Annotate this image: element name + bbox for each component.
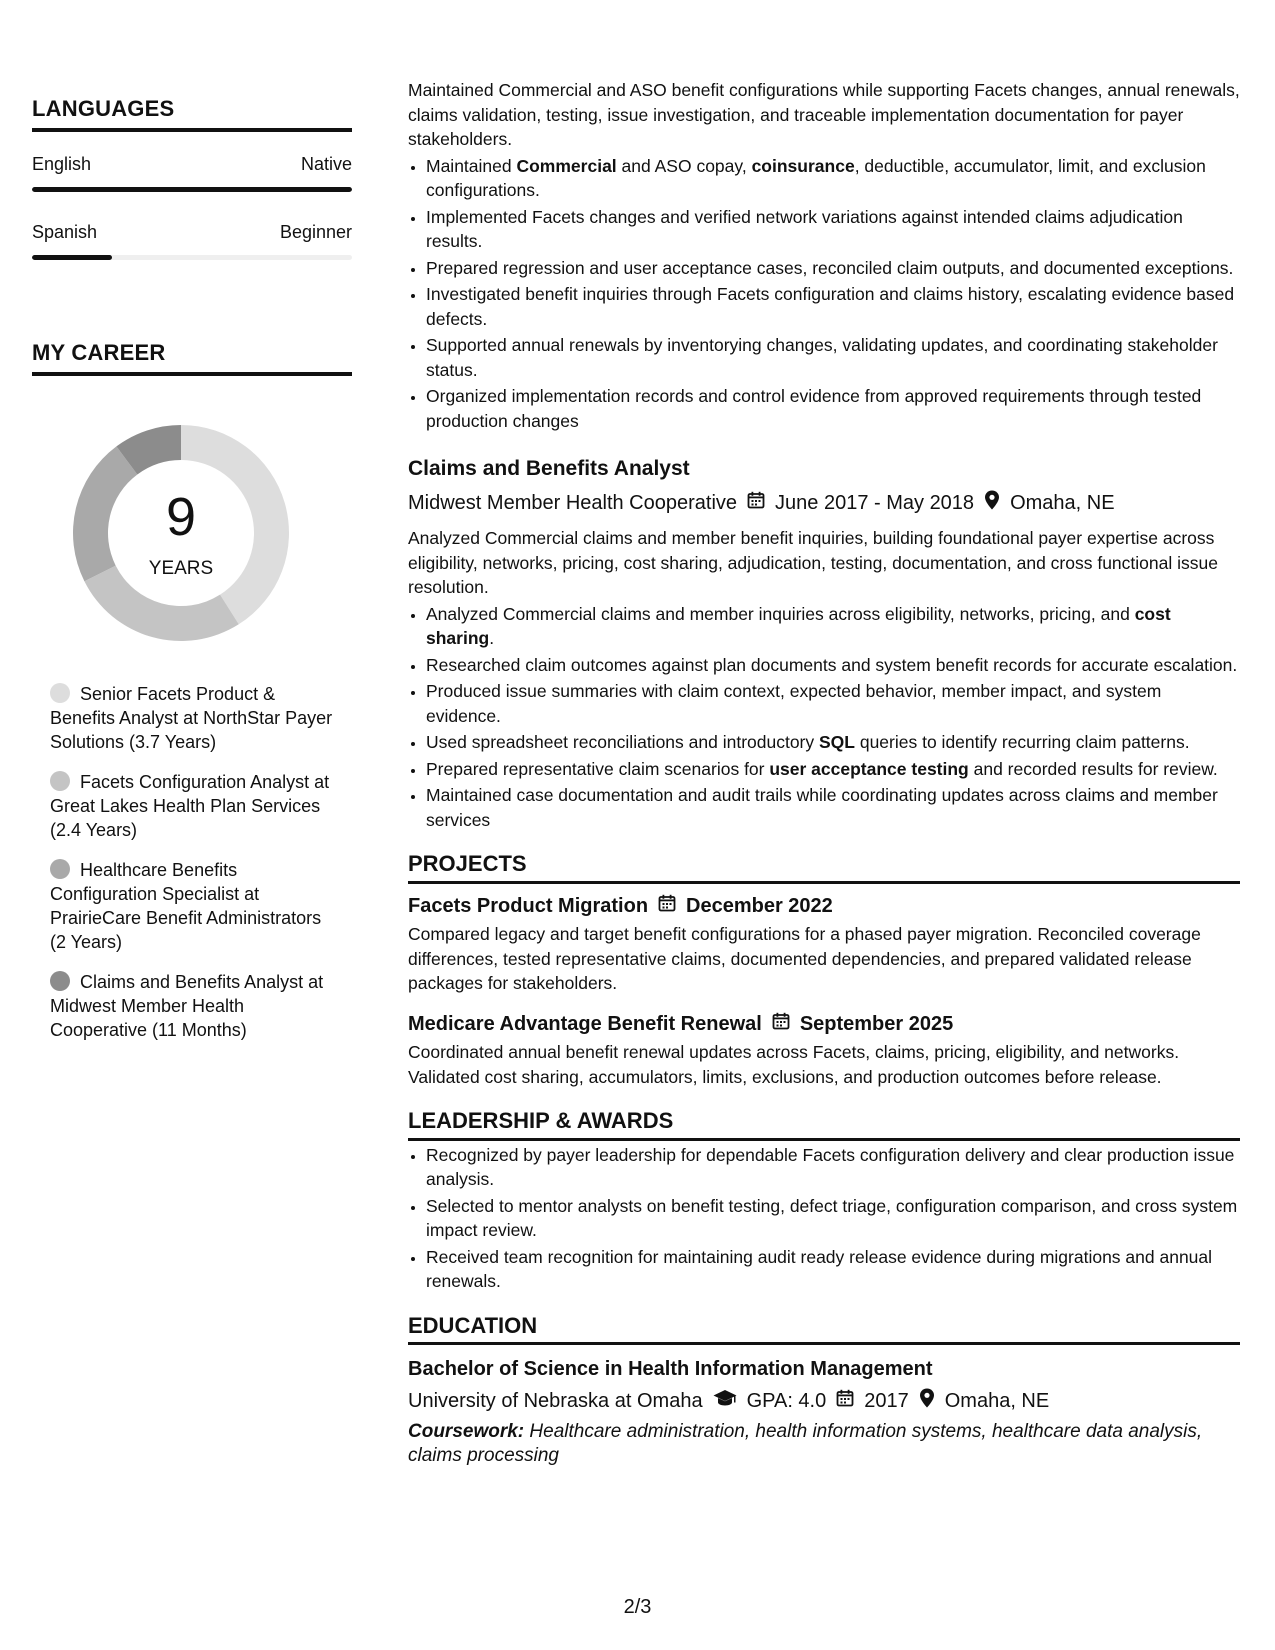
sidebar: [32, 96, 352, 1058]
leadership-list: [408, 1143, 1240, 1294]
coursework: [408, 1420, 1240, 1468]
location-pin-icon: [984, 490, 1000, 517]
calendar-icon: [658, 894, 676, 919]
language-proficiency-bar: [32, 187, 352, 192]
job-title: Claims and Benefits Analyst: [408, 457, 690, 480]
project-date: September 2025: [799, 1012, 954, 1035]
language-name: English: [32, 154, 92, 174]
gpa: GPA: 4.0: [746, 1389, 827, 1412]
job-bullets: [408, 602, 1240, 833]
language-proficiency-fill: [32, 255, 112, 260]
project-title: Medicare Advantage Benefit Renewal: [408, 1012, 762, 1035]
job-dates: June 2017 - May 2018: [775, 491, 975, 514]
projects-heading: PROJECTS: [408, 852, 1240, 884]
calendar-icon: [747, 491, 765, 516]
coursework-label: Coursework:: [408, 1421, 525, 1442]
job-bullet: • Analyzed Commercial claims and member inquiries across eligibility, networks, pricing, and cost sharing.: [426, 602, 1240, 651]
project-description: Compared legacy and target benefit configurations for a phased payer migration. Reconciled coverage differences, tested representative claims, documented dependencies, and prepared validated release packages for stakeholders.: [408, 924, 1201, 993]
career-legend-item: [50, 770, 340, 842]
graduation-cap-icon: [713, 1389, 737, 1414]
degree-title: Bachelor of Science in Health Information Management: [408, 1358, 933, 1380]
job-bullet: • Prepared representative claim scenarios for user acceptance testing and recorded results for review.: [426, 757, 1240, 782]
legend-dot: [50, 771, 70, 791]
language-level: Beginner: [279, 222, 352, 242]
job-meta: [408, 490, 1240, 517]
job-bullet: • Investigated benefit inquiries through Facets configuration and claims history, escalating evidence based defects.: [426, 282, 1240, 331]
page-number: 2/3: [623, 1596, 652, 1618]
leadership-item: • Received team recognition for maintaining audit ready release evidence during migrations and annual renewals.: [426, 1245, 1240, 1294]
career-legend: [32, 682, 352, 1042]
language-level: Native: [300, 154, 352, 174]
career-total-unit: YEARS: [148, 558, 214, 579]
career-donut-chart: [66, 418, 296, 648]
language-proficiency-bar: [32, 255, 352, 260]
leadership-item: • Selected to mentor analysts on benefit testing, defect triage, configuration comparison, and cross system impact review.: [426, 1194, 1240, 1243]
leadership-item: • Recognized by payer leadership for dependable Facets configuration delivery and clear production issue analysis.: [426, 1143, 1240, 1192]
career-legend-label: Facets Configuration Analyst at Great Lakes Health Plan Services (2.4 Years): [50, 772, 330, 840]
project-item: [408, 1012, 1240, 1090]
language-name: Spanish: [32, 222, 98, 242]
job-company: Midwest Member Health Cooperative: [408, 491, 738, 514]
career-heading: MY CAREER: [32, 340, 352, 376]
job-bullets: [408, 154, 1240, 434]
job-bullet: • Researched claim outcomes against plan documents and system benefit records for accurate escalation.: [426, 653, 1240, 678]
school-name: University of Nebraska at Omaha: [408, 1389, 703, 1412]
legend-dot: [50, 683, 70, 703]
language-proficiency-fill: [32, 187, 352, 192]
languages-heading: LANGUAGES: [32, 96, 352, 132]
language-item: [32, 222, 352, 260]
legend-dot: [50, 859, 70, 879]
job-bullet: • Prepared regression and user acceptance cases, reconciled claim outputs, and documented exceptions.: [426, 256, 1240, 281]
job-bullet: • Maintained Commercial and ASO copay, coinsurance, deductible, accumulator, limit, and exclusion configurations.: [426, 154, 1240, 203]
project-title: Facets Product Migration: [408, 894, 649, 917]
project-date: December 2022: [686, 894, 833, 917]
job-bullet: • Implemented Facets changes and verified network variations against intended claims adjudication results.: [426, 205, 1240, 254]
career-legend-item: [50, 682, 340, 754]
leadership-heading: LEADERSHIP & AWARDS: [408, 1109, 1240, 1141]
career-legend-label: Claims and Benefits Analyst at Midwest Member Health Cooperative (11 Months): [50, 972, 324, 1040]
project-description: Coordinated annual benefit renewal updates across Facets, claims, pricing, eligibility, and networks. Validated cost sharing, accumulators, limits, exclusions, and production outcomes before release.: [408, 1042, 1180, 1087]
job-bullet: • Supported annual renewals by inventorying changes, validating updates, and coordinating stakeholder status.: [426, 333, 1240, 382]
main-content: [408, 78, 1240, 1468]
career-legend-label: Healthcare Benefits Configuration Specialist at PrairieCare Benefit Administrators (2 Years): [50, 860, 322, 952]
job-bullet: • Produced issue summaries with claim context, expected behavior, member impact, and system evidence.: [426, 679, 1240, 728]
legend-dot: [50, 971, 70, 991]
calendar-icon: [772, 1012, 790, 1037]
coursework-text: Healthcare administration, health information systems, healthcare data analysis, claims processing: [408, 1421, 1203, 1466]
graduation-year: 2017: [864, 1389, 909, 1412]
career-legend-label: Senior Facets Product & Benefits Analyst at NorthStar Payer Solutions (3.7 Years): [50, 684, 333, 752]
job-summary: Maintained Commercial and ASO benefit configurations while supporting Facets changes, annual renewals, claims validation, testing, issue investigation, and traceable implementation documentation for payer stakeholders.: [408, 80, 1240, 149]
job-bullet: • Organized implementation records and control evidence from approved requirements through tested production changes: [426, 384, 1240, 433]
school-location: Omaha, NE: [944, 1389, 1050, 1412]
job-location: Omaha, NE: [1010, 491, 1115, 514]
education-meta: [408, 1388, 1240, 1415]
career-total-years: 9: [165, 487, 197, 547]
job-summary: Analyzed Commercial claims and member benefit inquiries, building foundational payer expertise across eligibility, networks, pricing, cost sharing, adjudication, testing, documentation, and cross functional issue resolution.: [408, 528, 1218, 597]
language-item: [32, 154, 352, 192]
job-bullet: • Maintained case documentation and audit trails while coordinating updates across claims and member services: [426, 783, 1240, 832]
location-pin-icon: [919, 1388, 935, 1415]
job-bullet: • Used spreadsheet reconciliations and introductory SQL queries to identify recurring claim patterns.: [426, 730, 1240, 755]
calendar-icon: [836, 1389, 854, 1414]
career-legend-item: [50, 970, 340, 1042]
education-heading: EDUCATION: [408, 1314, 1240, 1346]
career-legend-item: [50, 858, 340, 954]
project-item: [408, 894, 1240, 996]
